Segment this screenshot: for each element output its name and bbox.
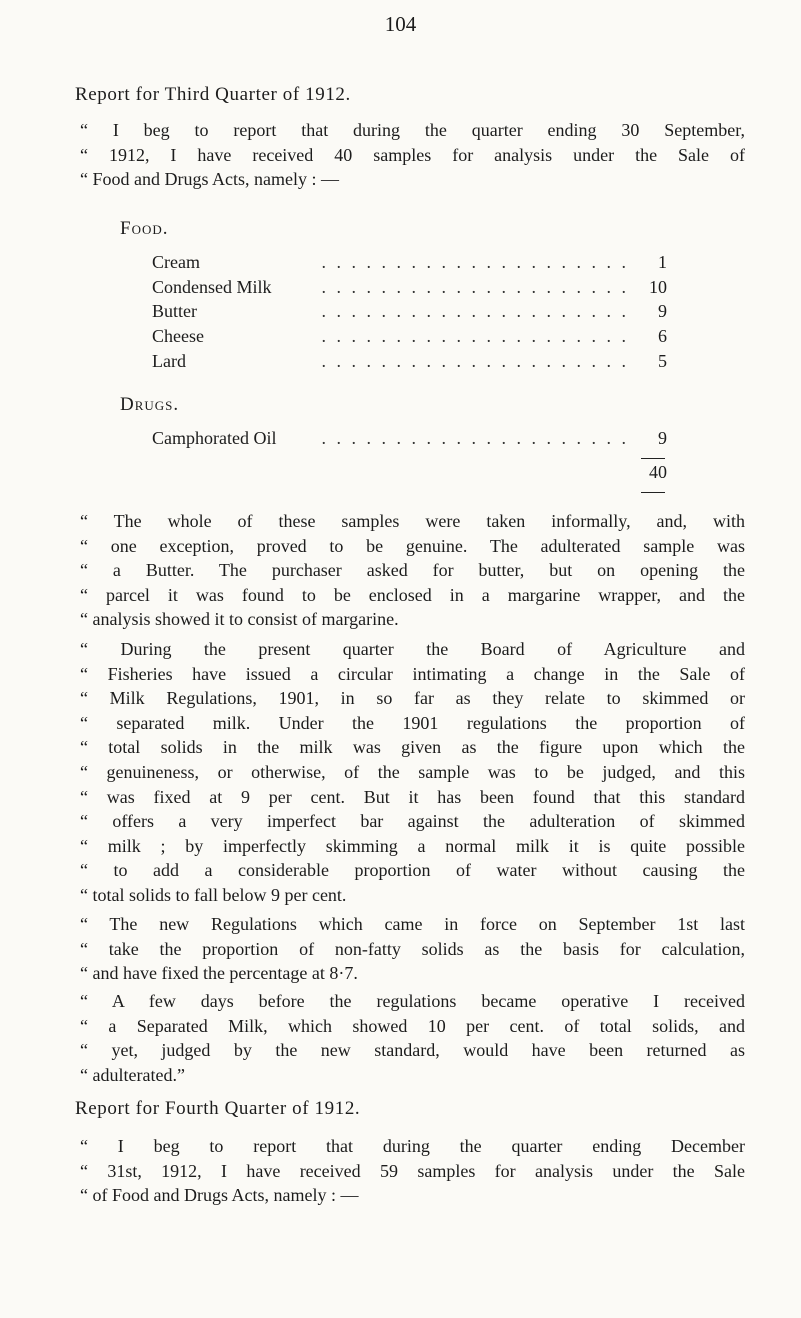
text-line: “ separated milk. Under the 1901 regulations the proportion of — [80, 712, 745, 733]
item-name: Butter — [152, 301, 197, 322]
text-line: “ parcel it was found to be enclosed in a margarine wrapper, and the — [80, 584, 745, 605]
leader-dots: . . . . . . . . . . . . . . . . . . . . . — [321, 276, 629, 297]
paragraph-during — [80, 637, 745, 908]
item-name: Cheese — [152, 326, 204, 347]
text-line: “ During the present quarter the Board of Agriculture and — [80, 639, 745, 659]
item-count: 9 — [658, 428, 667, 448]
text-line: “ yet, judged by the new standard, would have been returned as — [80, 1040, 745, 1061]
item-count: 9 — [658, 301, 667, 322]
text-line: “ 31st, 1912, I have received 59 samples for analysis under the Sale — [80, 1160, 745, 1181]
text-line: “ total solids in the milk was given as the figure upon which the — [80, 737, 745, 758]
leader-dots: . . . . . . . . . . . . . . . . . . . . . — [321, 301, 629, 322]
leader-dots: . . . . . . . . . . . . . . . . . . . . . — [321, 326, 629, 347]
text-line: “ take the proportion of non-fatty solids as the basis for calculation, — [80, 938, 745, 959]
sum-rule — [641, 458, 665, 459]
list-item — [152, 351, 667, 376]
item-count: 5 — [658, 350, 667, 371]
fourth-quarter-heading: Report for Fourth Quarter of 1912. — [75, 1098, 361, 1119]
text-line: “ Fisheries have issued a circular intimating a change in the Sale of — [80, 663, 745, 684]
paragraph-new-regulations — [80, 912, 745, 986]
text-line: “ The new Regulations which came in force on September 1st last — [80, 914, 745, 934]
list-item — [152, 326, 667, 351]
text-line: “ one exception, proved to be genuine. The adulterated sample was — [80, 535, 745, 556]
text-line: “ milk ; by imperfectly skimming a normal milk it is quite possible — [80, 835, 745, 856]
list-item — [152, 428, 667, 453]
text-line: “ and have fixed the percentage at 8·7. — [80, 963, 358, 984]
total-count: 40 — [649, 462, 667, 482]
text-line: “ Food and Drugs Acts, namely : — — [80, 169, 339, 190]
text-line: “ total solids to fall below 9 per cent. — [80, 884, 347, 905]
third-quarter-heading: Report for Third Quarter of 1912. — [75, 84, 351, 105]
text-line: “ was fixed at 9 per cent. But it has been found that this standard — [80, 786, 745, 807]
drugs-heading: Drugs. — [120, 394, 180, 415]
text-line: “ Milk Regulations, 1901, in so far as they relate to skimmed or — [80, 688, 745, 709]
text-line: “ A few days before the regulations became operative I received — [80, 991, 745, 1011]
item-name: Camphorated Oil — [152, 428, 277, 448]
list-item — [152, 301, 667, 326]
list-item — [152, 277, 667, 302]
text-line: “ genuineness, or otherwise, of the sample was to be judged, and this — [80, 761, 745, 782]
leader-dots: . . . . . . . . . . . . . . . . . . . . . — [321, 428, 629, 448]
text-line: “ of Food and Drugs Acts, namely : — — [80, 1185, 359, 1206]
text-line: “ I beg to report that during the quarter ending December — [80, 1136, 745, 1156]
text-line: “ The whole of these samples were taken informally, and, with — [80, 511, 745, 531]
text-line: “ analysis showed it to consist of margarine. — [80, 609, 399, 630]
drugs-list — [152, 428, 667, 453]
text-line: “ to add a considerable proportion of water without causing the — [80, 860, 745, 881]
text-line: “ offers a very imperfect bar against the adulteration of skimmed — [80, 811, 745, 832]
leader-dots: . . . . . . . . . . . . . . . . . . . . . — [321, 350, 629, 371]
item-name: Lard — [152, 350, 186, 371]
paragraph-whole — [80, 509, 745, 632]
paragraph-few-days — [80, 989, 745, 1087]
food-heading: Food. — [120, 218, 169, 239]
total-rule — [641, 492, 665, 493]
item-count: 1 — [658, 252, 667, 272]
fourth-quarter-intro — [80, 1134, 745, 1208]
food-list — [152, 252, 667, 375]
text-line: “ adulterated.” — [80, 1064, 185, 1085]
page-number: 104 — [384, 12, 417, 36]
item-name: Cream — [152, 252, 200, 272]
text-line: “ a Separated Milk, which showed 10 per cent. of total solids, and — [80, 1015, 745, 1036]
item-count: 6 — [658, 326, 667, 347]
list-item — [152, 252, 667, 277]
third-quarter-intro — [80, 118, 745, 192]
text-line: “ I beg to report that during the quarter ending 30 September, — [80, 120, 745, 140]
text-line: “ a Butter. The purchaser asked for butter, but on opening the — [80, 560, 745, 581]
item-count: 10 — [649, 276, 667, 297]
leader-dots: . . . . . . . . . . . . . . . . . . . . . — [321, 252, 629, 272]
item-name: Condensed Milk — [152, 276, 272, 297]
text-line: “ 1912, I have received 40 samples for analysis under the Sale of — [80, 144, 745, 165]
